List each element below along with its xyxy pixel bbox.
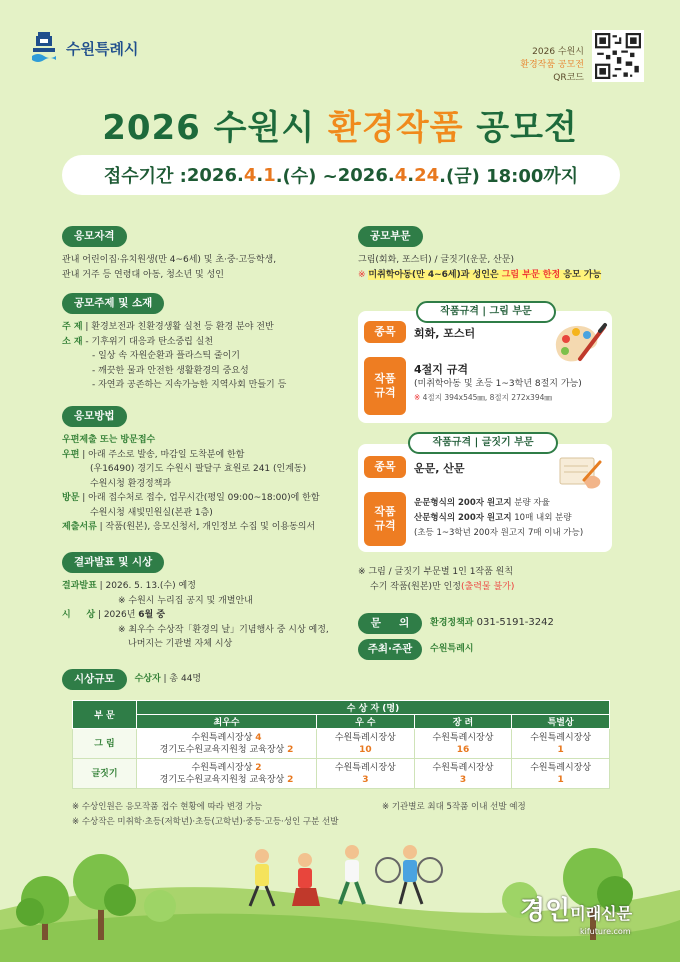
division-line1: 그림(회화, 포스터) / 글짓기(운문, 산문): [358, 255, 514, 265]
table-header-excellence: 우 수: [317, 715, 415, 729]
writing-spec-tag: 작품규격 | 글짓기 부문: [408, 432, 558, 454]
table-row: [73, 729, 610, 759]
row-label-writing: 글짓기: [73, 759, 137, 789]
eligibility-line2: 관내 거주 등 연령대 아동, 청소년 및 성인: [62, 269, 224, 280]
award-count: 3: [362, 774, 369, 785]
prize-tag: 시상규모: [62, 669, 127, 690]
submission-period: [62, 155, 620, 195]
table-header-winners: 수 상 자 (명): [137, 701, 610, 715]
cell-excellence: [317, 729, 415, 759]
news-watermark: [520, 890, 670, 936]
period-start-year: 2026.: [186, 164, 244, 186]
qr-code[interactable]: [592, 30, 644, 82]
best-count: 2: [287, 774, 294, 785]
writing-hand-icon: [554, 452, 606, 492]
qr-code-icon: [595, 33, 641, 79]
results-section: [62, 550, 362, 652]
contact-label: 문 의: [358, 613, 422, 634]
art-size-note: 4절지 394x545㎜, 8절지 272x394㎜: [422, 392, 552, 402]
award-name: 수원특례시장상: [432, 732, 494, 743]
contact-phone[interactable]: 031-5191-3242: [473, 617, 554, 629]
title-part1: 2026 수원시: [102, 108, 329, 148]
division-section: [358, 224, 648, 282]
watermark-url: kifuture.com: [580, 927, 631, 936]
theme-section: [62, 291, 362, 393]
division-tag: 공모부문: [358, 226, 423, 247]
watermark-name: 경인: [520, 896, 571, 926]
material-label: 소 재: [62, 336, 83, 347]
writing-prose-rest: 10매 내외 분량: [511, 513, 572, 523]
award-name: 수원특례시장상: [334, 732, 396, 743]
prize-table: [72, 700, 610, 789]
table-header-division: 부 문: [73, 701, 137, 729]
title-highlight: 환경작품: [328, 108, 464, 148]
table-row: [73, 759, 610, 789]
period-end-year: 2026.: [337, 164, 395, 186]
prize-header: [62, 669, 201, 690]
award-label: 시 상: [62, 610, 96, 620]
best-award: 수원특례시장상: [191, 732, 256, 743]
best-count: 4: [255, 732, 262, 743]
prize-footnote: ※ 기관별로 최대 5작품 이내 선발 예정: [382, 802, 526, 812]
division-note: 미취학아동(만 4~6세)과 성인은: [368, 269, 502, 280]
contact-dept: 환경정책과: [430, 618, 474, 629]
topic-label: 주 제: [62, 322, 83, 332]
results-tag: 결과발표 및 시상: [62, 552, 164, 573]
method-section: [62, 404, 362, 535]
eligibility-section: [62, 224, 352, 282]
table-header-best: 최우수: [137, 715, 317, 729]
city-name: 수원특례시: [66, 39, 139, 58]
entry-note1: ※ 그림 / 글짓기 부문별 1인 1작품 원칙: [358, 567, 514, 577]
note-mark: ※: [358, 269, 369, 280]
qr-caption-line3: QR코드: [553, 73, 584, 83]
writing-note: (초등 1~3학년 200자 원고지 7매 이내 가능): [414, 528, 584, 538]
award-count: 3: [459, 774, 467, 785]
table-header-special: 특별상: [512, 715, 610, 729]
contact-row: [358, 613, 554, 634]
host-label: 주최·주관: [358, 639, 422, 660]
city-logo: [30, 30, 138, 66]
writing-verse-rest: 분량 자율: [511, 498, 550, 508]
announce-label: 결과발표: [62, 581, 97, 591]
writing-size-badge: 작품 규격: [364, 492, 406, 546]
period-start-day: 1: [263, 164, 276, 186]
material-item: - 일상 속 자원순환과 플라스틱 줄이기: [92, 351, 240, 361]
prize-count: | 총 44명: [160, 674, 202, 685]
period-start-weekday: .(수) ~: [275, 166, 338, 187]
table-header-encouragement: 장 려: [414, 715, 512, 729]
cell-best: [137, 729, 317, 759]
award-count: 16: [456, 744, 470, 755]
award-text: | 2026년: [95, 610, 139, 620]
award-count: 1: [557, 744, 564, 755]
award-note: ※ 최우수 수상작「환경의 날」기념행사 중 시상 예정,: [118, 624, 329, 635]
visit-place: 수원시청 새빛민원실(본관 1층): [90, 507, 213, 518]
award-note: 나머지는 기관별 자체 시상: [128, 639, 233, 649]
palette-icon: [550, 319, 608, 369]
best-count: 2: [255, 762, 262, 773]
mail-text: | 아래 주소로 발송, 마감일 도착분에 한함: [79, 449, 245, 460]
period-end-weekday: .(금) 18:00까지: [439, 166, 579, 187]
award-count: 1: [557, 774, 564, 785]
prize-footnote-left: [72, 800, 372, 830]
cell-special: [512, 759, 610, 789]
cell-excellence: [317, 759, 415, 789]
announce-text: | 2026. 5. 13.(수) 예정: [96, 581, 196, 591]
best-award: 수원특례시장상: [191, 762, 256, 773]
host-row: [358, 639, 473, 660]
eligibility-line1: 관내 어린이집·유치원생(만 4~6세) 및 초·중·고등학생,: [62, 255, 277, 265]
entry-note2: 수기 작품(원본)만 인정: [370, 581, 461, 592]
title-part3: 공모전: [463, 108, 578, 148]
eligibility-tag: 응모자격: [62, 226, 127, 247]
visit-label: 방문: [62, 493, 80, 503]
mail-label: 우편: [62, 449, 80, 460]
art-size-badge: 작품 규격: [364, 357, 406, 415]
award-name: 수원특례시장상: [334, 762, 396, 773]
award-name: 수원특례시장상: [530, 732, 592, 743]
city-emblem-icon: [30, 30, 58, 66]
award-month: 6월 중: [138, 610, 166, 620]
art-spec-tag: 작품규격 | 그림 부문: [416, 301, 556, 323]
period-start-month: 4: [243, 164, 257, 186]
qr-caption: [520, 46, 584, 85]
docs-text: | 작품(원본), 응모신청서, 개인정보 수집 및 이용동의서: [96, 522, 316, 532]
method-tag: 응모방법: [62, 406, 127, 427]
host-name: 수원특례시: [430, 644, 474, 655]
row-label-art: 그 림: [73, 729, 137, 759]
prize-footnote: ※ 수상인원은 응모작품 접수 현황에 따라 변경 가능: [72, 802, 263, 812]
mail-address: (우16490) 경기도 수원시 팔달구 효원로 241 (인계동): [90, 464, 307, 474]
period-dot: .: [256, 164, 264, 186]
material-item: - 자연과 공존하는 지속가능한 지역사회 만들기 등: [92, 380, 287, 390]
art-spec-card: [358, 311, 612, 423]
art-type-badge: 종목: [364, 321, 406, 343]
topic-text: | 환경보전과 친환경생활 실천 등 환경 분야 전반: [82, 322, 274, 332]
material-item: - 깨끗한 물과 안전한 생활환경의 중요성: [92, 365, 249, 376]
writing-spec-card: [358, 444, 612, 552]
award-count: 10: [359, 744, 372, 755]
division-note-red: 그림 부문 한정: [501, 269, 561, 280]
award-name: 수원특례시장상: [432, 762, 494, 773]
material-text: - 기후위기 대응과 탄소중립 실천: [82, 336, 214, 347]
cell-encouragement: [414, 759, 512, 789]
theme-tag: 공모주제 및 소재: [62, 293, 164, 314]
best-award: 경기도수원교육지원청 교육장상: [159, 774, 288, 785]
writing-type-badge: 종목: [364, 456, 406, 478]
division-note-end: 응모 가능: [560, 269, 602, 280]
entry-notes: [358, 565, 638, 594]
prize-count-label: 수상자: [134, 674, 161, 685]
best-count: 2: [287, 744, 294, 755]
announce-note: ※ 수원시 누리집 공지 및 개별안내: [118, 595, 253, 606]
mail-dept: 수원시청 환경정책과: [90, 478, 172, 489]
period-dot: .: [407, 164, 415, 186]
note-mark: ※: [414, 392, 423, 402]
period-end-month: 4: [394, 164, 408, 186]
docs-label: 제출서류: [62, 522, 97, 532]
watermark-sub: 미래신문: [570, 904, 633, 923]
writing-prose-spec: 산문형식의 200자 원고지: [414, 513, 512, 523]
qr-caption-line2: 환경작품 공모전: [520, 60, 584, 70]
award-name: 수원특례시장상: [530, 762, 592, 773]
visit-text: | 아래 접수처로 접수, 업무시간(평일 09:00~18:00)에 한함: [79, 493, 320, 503]
art-size-main: 4절지 규격: [414, 363, 468, 376]
art-size-sub: (미취학아동 및 초등 1~3학년 8절지 가능): [414, 379, 582, 389]
period-label: 접수기간 :: [103, 166, 187, 187]
period-end-day: 24: [414, 164, 440, 186]
cell-best: [137, 759, 317, 789]
poster-title: [0, 100, 680, 149]
art-type-value: 회화, 포스터: [414, 327, 476, 340]
qr-caption-line1: 2026 수원시: [532, 47, 584, 57]
writing-type-value: 운문, 산문: [414, 462, 465, 475]
writing-verse-spec: 운문형식의 200자 원고지: [414, 498, 512, 508]
cell-encouragement: [414, 729, 512, 759]
best-award: 경기도수원교육지원청 교육장상: [159, 744, 288, 755]
method-heading: 우편제출 또는 방문접수: [62, 435, 156, 445]
cell-special: [512, 729, 610, 759]
entry-note2-red: (출력물 불가): [461, 581, 515, 592]
prize-footnote: ※ 수상작은 미취학·초등(저학년)·초등(고학년)·중등·고등·성인 구분 선발: [72, 817, 339, 827]
